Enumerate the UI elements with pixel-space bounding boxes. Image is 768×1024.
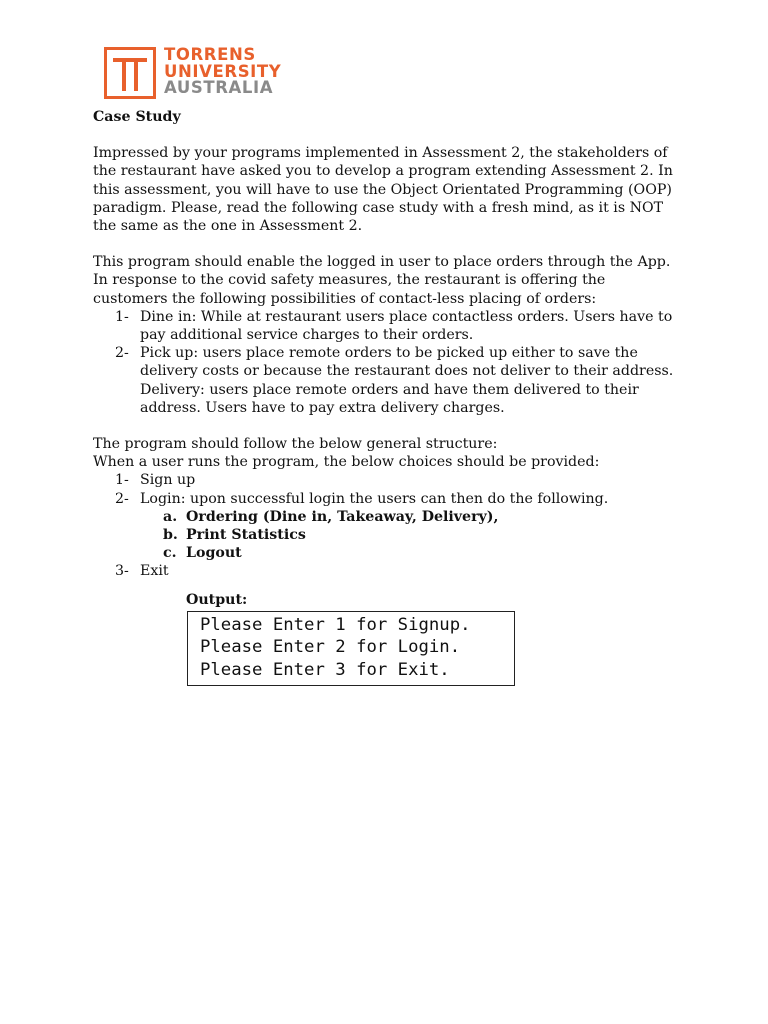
list-number: 2-: [115, 490, 129, 507]
section-heading: Case Study: [93, 109, 181, 125]
list-item-text: Pick up: users place remote orders to be picked up either to save the delivery costs or because the restaurant does not deliver to their address. Delivery: users place remote orders and have them delivered to their address. Users have to pay extra delivery charges.: [140, 345, 674, 416]
console-line: Please Enter 1 for Signup.: [200, 614, 471, 635]
list-item-text: Login: upon successful login the users can then do the following.: [140, 490, 609, 507]
sublist-letter: c.: [163, 545, 177, 562]
sublist-item-text: Print Statistics: [186, 527, 306, 544]
university-logo-icon: [104, 47, 156, 99]
sublist-item-text: Logout: [186, 545, 242, 562]
console-output-box: [187, 611, 515, 686]
list-item: [93, 471, 683, 489]
logo-line-2: UNIVERSITY: [164, 61, 282, 81]
list-item-text: Dine in: While at restaurant users place contactless orders. Users have to pay additional service charges to their orders.: [140, 308, 673, 344]
order-options-list: [93, 308, 683, 417]
document-body: [93, 108, 683, 686]
list-item: [93, 308, 683, 344]
console-line: Please Enter 3 for Exit.: [200, 659, 450, 680]
program-paragraph: This program should enable the logged in user to place orders through the App. In response to the covid safety measures, the restaurant is offering the customers the following possibilities of contact-less placing of orders:: [93, 254, 671, 307]
login-submenu-list: [93, 508, 683, 563]
list-item-text: Sign up: [140, 472, 196, 489]
logo-line-1: TORRENS: [164, 45, 256, 64]
list-number: 3-: [115, 563, 129, 580]
sublist-item: [93, 544, 683, 562]
intro-paragraph: Impressed by your programs implemented in Assessment 2, the stakeholders of the restaurant have asked you to develop a program extending Assessment 2. In this assessment, you will have to use the Object Orientated Programming (OOP) paradigm. Please, read the following case study with a fresh mind, as it is NOT the same as the one in Assessment 2.: [93, 145, 673, 235]
logo-wordmark: [164, 47, 281, 97]
list-item: [93, 344, 683, 417]
output-label: Output:: [186, 591, 248, 608]
list-item: [93, 562, 683, 580]
sublist-item: [93, 526, 683, 544]
main-menu-list: [93, 471, 683, 580]
list-item: [93, 490, 683, 508]
structure-line: The program should follow the below general structure:: [93, 436, 498, 453]
list-item-text: Exit: [140, 563, 169, 580]
list-number: 1-: [115, 308, 129, 325]
choices-line: When a user runs the program, the below choices should be provided:: [93, 454, 600, 471]
console-line: Please Enter 2 for Login.: [200, 637, 461, 658]
sublist-letter: b.: [163, 527, 178, 544]
logo-line-3: AUSTRALIA: [164, 78, 274, 97]
list-number: 2-: [115, 345, 129, 362]
sublist-item: [93, 508, 683, 526]
list-number: 1-: [115, 472, 129, 489]
sublist-item-text: Ordering (Dine in, Takeaway, Delivery),: [186, 508, 499, 525]
sublist-letter: a.: [163, 508, 178, 525]
